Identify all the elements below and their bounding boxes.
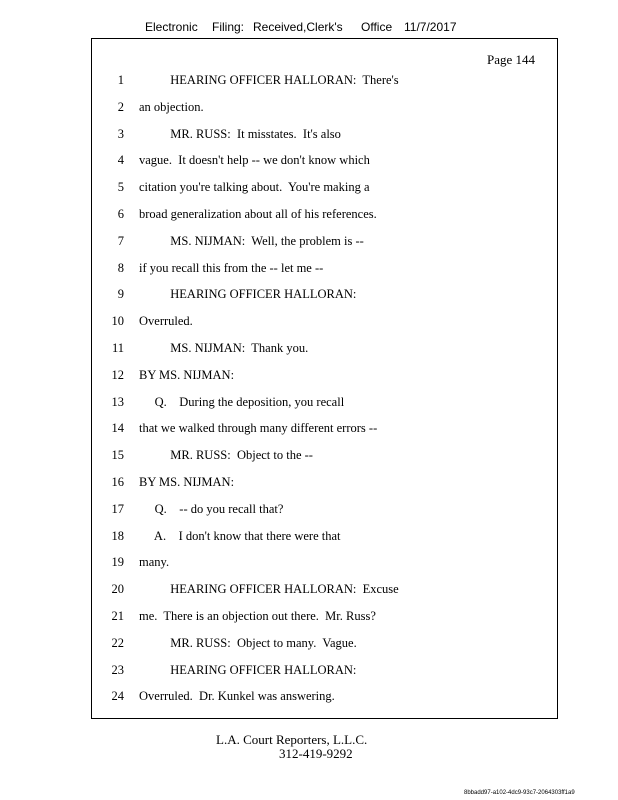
transcript-line	[92, 73, 557, 93]
line-number: 22	[111, 635, 124, 650]
transcript-line	[92, 502, 557, 522]
transcript-line	[92, 287, 557, 307]
line-number: 17	[111, 501, 124, 516]
line-number: 20	[111, 582, 124, 597]
transcript-line	[92, 529, 557, 549]
transcript-line	[92, 127, 557, 147]
transcript-line	[92, 609, 557, 629]
line-number: 24	[111, 689, 124, 704]
line-text: me. There is an objection out there. Mr. Russ?	[139, 609, 376, 623]
transcript-line	[92, 582, 557, 602]
line-text: an objection.	[139, 99, 204, 114]
line-text: broad generalization about all of his references.	[139, 207, 377, 221]
line-text: MS. NIJMAN: Thank you.	[139, 341, 309, 355]
line-text: Q. -- do you recall that?	[139, 501, 284, 516]
court-reporter-phone: 312-419-9292	[279, 746, 353, 761]
transcript-line	[92, 555, 557, 575]
transcript-line	[92, 234, 557, 254]
line-number: 9	[117, 287, 124, 302]
line-number: 1	[117, 73, 124, 87]
transcript-line	[92, 341, 557, 361]
line-number: 8	[117, 260, 124, 275]
line-number: 19	[111, 555, 124, 570]
line-text: if you recall this from the -- let me --	[139, 260, 324, 275]
line-text: Overruled. Dr. Kunkel was answering.	[139, 689, 335, 704]
line-number: 5	[117, 180, 124, 195]
line-text: many.	[139, 555, 170, 570]
line-number: 7	[117, 233, 124, 248]
transcript-line	[92, 663, 557, 683]
line-text: HEARING OFFICER HALLORAN: There's	[139, 73, 399, 87]
electronic-filing-header	[0, 20, 618, 38]
line-text: Q. During the deposition, you recall	[139, 394, 345, 409]
transcript-line	[92, 475, 557, 495]
line-text: A. I don't know that there were that	[139, 528, 341, 543]
line-number: 15	[111, 448, 124, 463]
transcript-line	[92, 421, 557, 441]
page-number: Page 144	[486, 52, 535, 67]
document-id: 8bbadd97-a102-4dc9-93c7-2064303ff1a9	[464, 790, 575, 796]
transcript-line	[92, 368, 557, 388]
filing-header-received: Received,Clerk's	[253, 20, 343, 34]
transcript-page	[91, 38, 558, 719]
filing-header-electronic: Electronic	[145, 20, 198, 34]
line-number: 18	[111, 528, 124, 543]
line-number: 21	[111, 609, 124, 623]
line-text: BY MS. NIJMAN:	[139, 475, 235, 489]
filing-header-filing: Filing:	[212, 20, 245, 34]
filing-header-office: Office	[361, 20, 393, 34]
line-text: MR. RUSS: Object to many. Vague.	[139, 635, 357, 650]
filing-header-date: 11/7/2017	[404, 20, 457, 34]
line-text: Overruled.	[139, 314, 193, 329]
transcript-line	[92, 636, 557, 656]
line-text: HEARING OFFICER HALLORAN:	[139, 287, 357, 302]
line-number: 13	[111, 394, 124, 409]
line-number: 3	[117, 126, 124, 141]
transcript-line	[92, 100, 557, 120]
line-text: HEARING OFFICER HALLORAN:	[139, 662, 357, 677]
line-number: 23	[111, 662, 124, 677]
transcript-line	[92, 180, 557, 200]
line-number: 12	[111, 367, 124, 382]
line-text: citation you're talking about. You're making a	[139, 180, 370, 195]
line-number: 16	[111, 475, 124, 489]
line-text: that we walked through many different errors --	[139, 421, 378, 436]
line-number: 4	[117, 153, 124, 168]
transcript-line	[92, 207, 557, 227]
line-text: HEARING OFFICER HALLORAN: Excuse	[139, 582, 399, 597]
transcript-line	[92, 153, 557, 173]
line-number: 2	[117, 99, 124, 114]
court-reporter-name: L.A. Court Reporters, L.L.C.	[216, 732, 368, 747]
line-text: vague. It doesn't help -- we don't know which	[139, 153, 370, 168]
transcript-line	[92, 689, 557, 709]
transcript-line	[92, 448, 557, 468]
transcript-line	[92, 395, 557, 415]
line-number: 11	[111, 341, 124, 355]
line-text: BY MS. NIJMAN:	[139, 367, 235, 382]
transcript-line	[92, 261, 557, 281]
line-number: 14	[111, 421, 124, 436]
transcript-line	[92, 314, 557, 334]
line-text: MR. RUSS: Object to the --	[139, 448, 313, 463]
line-number: 10	[111, 314, 124, 329]
line-text: MS. NIJMAN: Well, the problem is --	[139, 233, 364, 248]
line-number: 6	[117, 207, 124, 221]
line-text: MR. RUSS: It misstates. It's also	[139, 126, 341, 141]
